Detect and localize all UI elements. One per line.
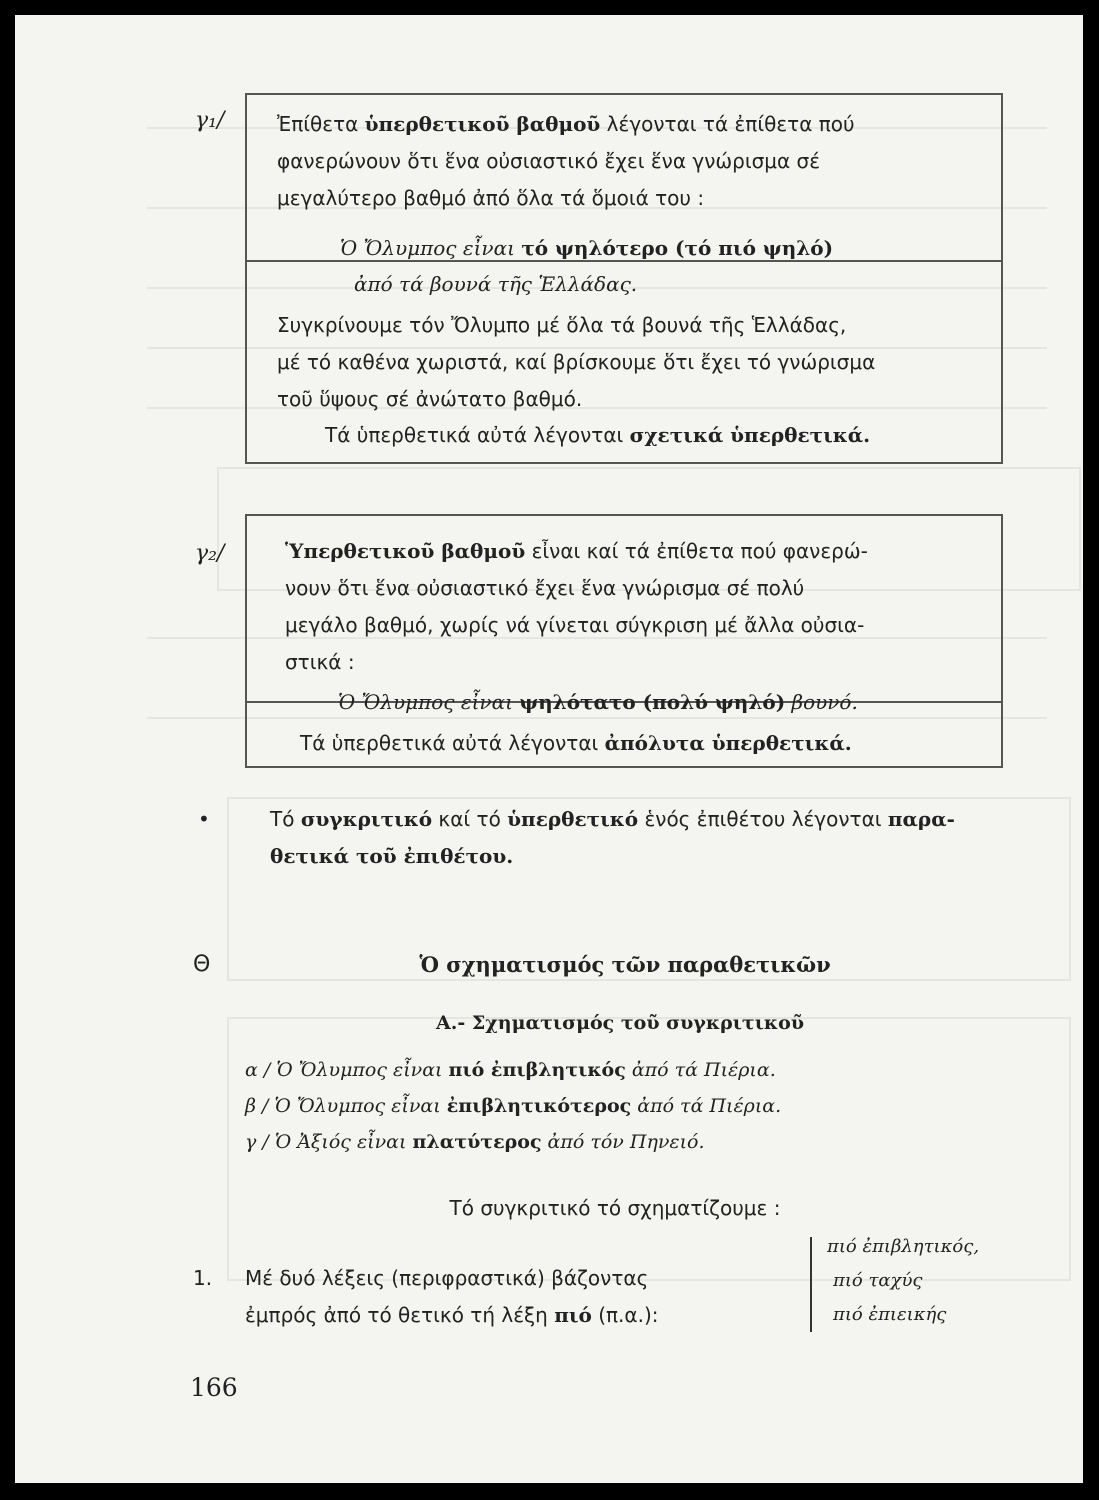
gamma1-conclusion: Τά ὑπερθετικά αὐτά λέγονται σχετικά ὑπερθετικά.	[325, 423, 871, 447]
gamma2-conclusion: Τά ὑπερθετικά αὐτά λέγονται ἀπόλυτα ὑπερθετικά.	[300, 731, 852, 755]
gamma2-label: γ₂/	[195, 541, 225, 566]
formation-intro: Τό συγκριτικό τό σχηματίζουμε :	[449, 1196, 781, 1220]
item1-example: πιό ἐπιεικής	[833, 1304, 947, 1325]
comparative-examples	[245, 1052, 945, 1160]
item1-number: 1.	[193, 1266, 213, 1290]
section-title: Ὁ σχηματισμός τῶν παραθετικῶν	[419, 952, 831, 977]
gamma2-example: Ὁ Ὄλυμπος εἶναι ψηλότατο (πολύ ψηλό) βουνό.	[338, 690, 858, 714]
item1-example: πιό ἐπιβλητικός,	[827, 1236, 980, 1257]
item1-example: πιό ταχύς	[833, 1270, 923, 1291]
example-row: β / Ὁ Ὄλυμπος εἶναι ἐπιβλητικότερος ἀπό τά Πιέρια.	[245, 1095, 782, 1117]
gamma1-explanation: Συγκρίνουμε τόν Ὄλυμπο μέ ὅλα τά βουνά τῆς Ἑλλάδας, μέ τό καθένα χωριστά, καί βρίσκουμε ὅτι ἔχει τό γνώρισμα τοῦ ὕψους σέ ἀνώτατο βαθμό.	[277, 313, 876, 411]
gamma1-definition: Ἐπίθετα ὑπερθετικοῦ βαθμοῦ λέγονται τά ἐπίθετα πού φανερώνουν ὅτι ἕνα οὐσιαστικό ἔχει ἕνα γνώρισμα σέ μεγαλύτερο βαθμό ἀπό ὅλα τά ὅμοιά του :	[277, 112, 855, 210]
book-page	[15, 15, 1083, 1483]
example-row: α / Ὁ Ὄλυμπος εἶναι πιό ἐπιβλητικός ἀπό τά Πιέρια.	[245, 1059, 776, 1081]
gamma1-label: γ₁/	[195, 108, 225, 133]
gamma1-example: Ὁ Ὄλυμπος εἶναι τό ψηλότερο (τό πιό ψηλό) ἀπό τά βουνά τῆς Ἑλλάδας.	[340, 236, 834, 296]
item1-bracket-line	[810, 1237, 812, 1332]
example-row: γ / Ὁ Ἀξιός εἶναι πλατύτερος ἀπό τόν Πηνειό.	[245, 1131, 705, 1153]
bullet-mark: •	[198, 807, 210, 831]
bullet-text: Τό συγκριτικό καί τό ὑπερθετικό ἑνός ἐπιθέτου λέγονται παρα- θετικά τοῦ ἐπιθέτου.	[270, 807, 955, 868]
page-number: 166	[190, 1373, 238, 1402]
item1-text: Μέ δυό λέξεις (περιφραστικά) βάζοντας ἐμπρός ἀπό τό θετικό τή λέξη πιό (π.α.):	[245, 1266, 659, 1327]
section-subtitle: Α.- Σχηματισμός τοῦ συγκριτικοῦ	[435, 1012, 804, 1034]
item1-examples	[827, 1230, 979, 1332]
gamma2-definition: Ὑπερθετικοῦ βαθμοῦ εἶναι καί τά ἐπίθετα πού φανερώ- νουν ὅτι ἕνα οὐσιαστικό ἔχει ἕνα γνώρισμα σέ πολύ μεγάλο βαθμό, χωρίς νά γίνεται σύγκριση μέ ἄλλα οὐσια- στικά :	[285, 539, 868, 674]
section-mark: Θ	[193, 952, 211, 977]
